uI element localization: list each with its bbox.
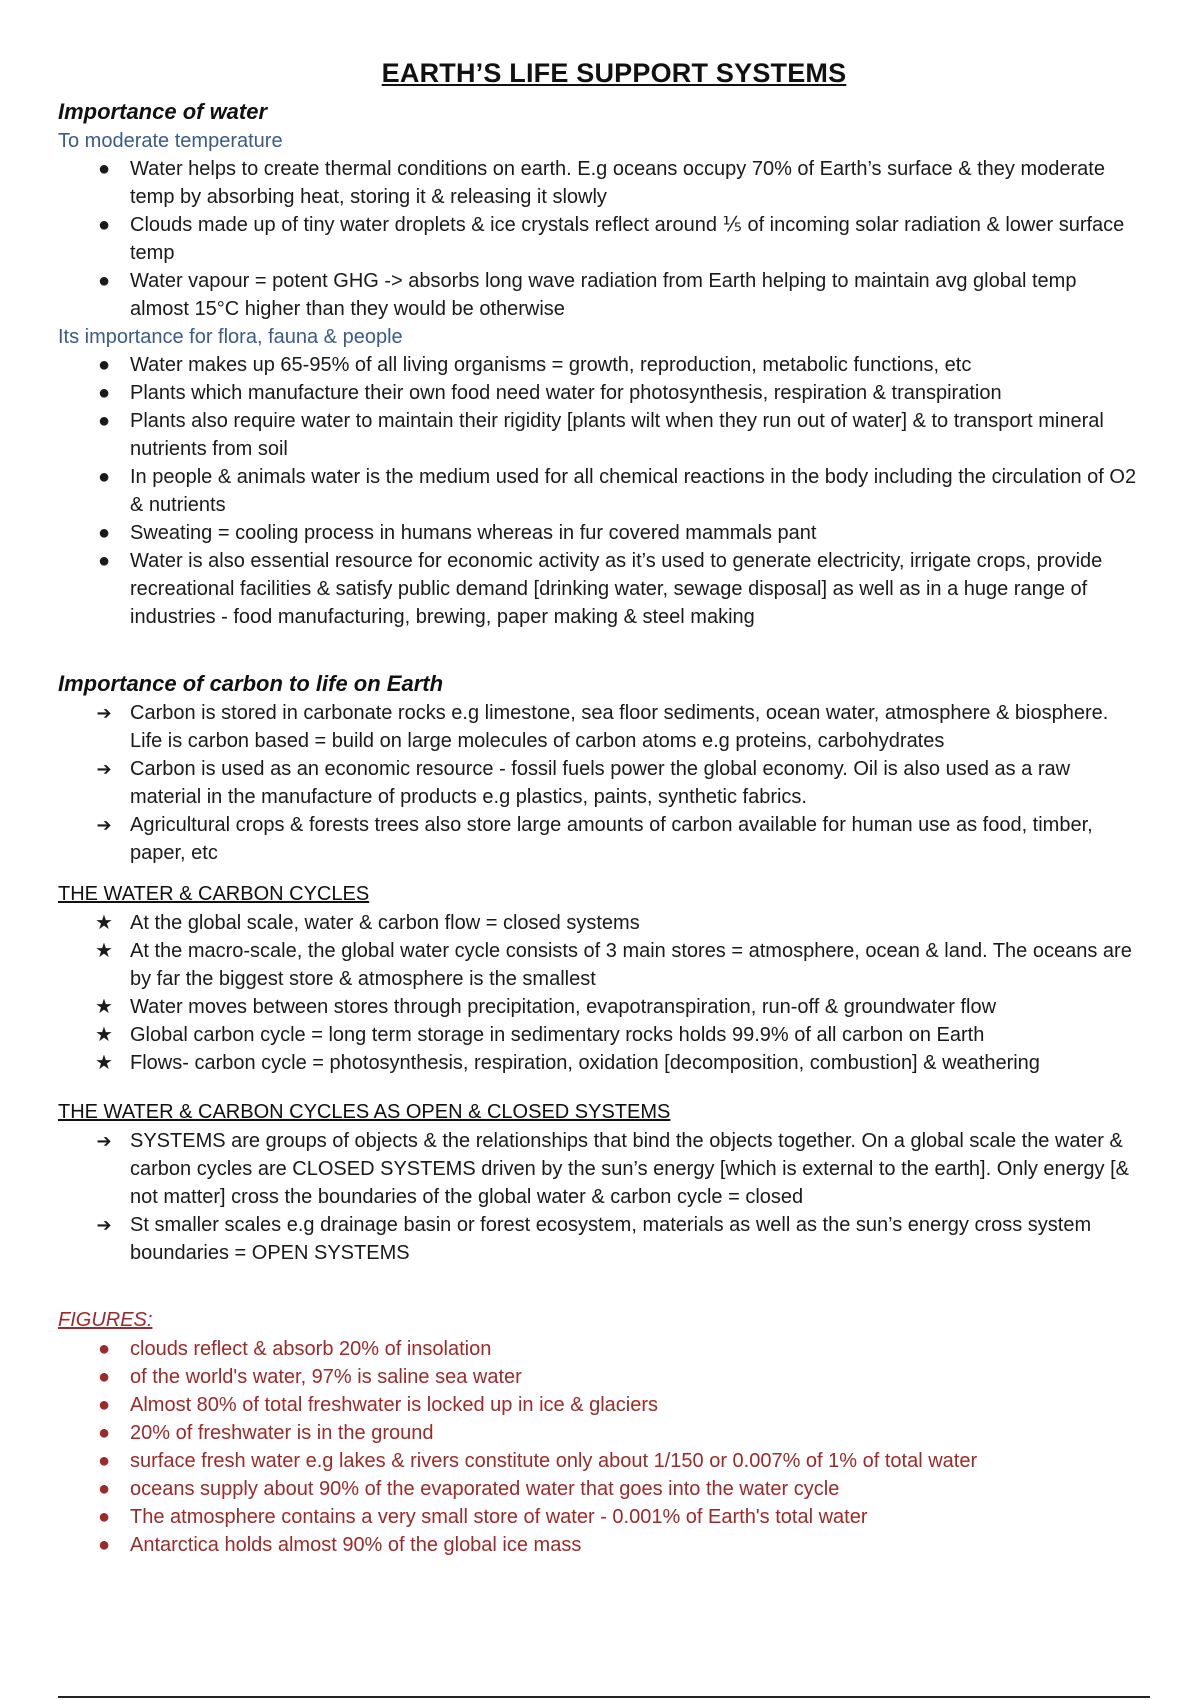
spacer [58, 631, 1150, 669]
list-item-text: In people & animals water is the medium used for all chemical reactions in the body including the circulation of O2 & nutrients [130, 466, 1137, 516]
list-item [58, 1021, 1150, 1049]
arrow-icon: ➔ [96, 1131, 112, 1151]
list-item [58, 1475, 1150, 1503]
list-item-text: Clouds made up of tiny water droplets & ice crystals reflect around ⅕ of incoming solar radiation & lower surface temp [130, 214, 1125, 264]
cycles-section [58, 879, 1150, 1077]
list-item-text: surface fresh water e.g lakes & rivers constitute only about 1/150 or 0.007% of 1% of total water [130, 1450, 978, 1472]
carbon-heading: Importance of carbon to life on Earth [58, 671, 444, 696]
star-icon: ★ [95, 940, 113, 962]
list-item-text: Antarctica holds almost 90% of the global ice mass [130, 1534, 582, 1556]
arrow-icon: ➔ [96, 759, 112, 779]
list-item [58, 519, 1150, 547]
list-item-text: Water is also essential resource for economic activity as it’s used to generate electricity, irrigate crops, provide recreational facilities & satisfy public demand [drinking water, sewage disposal] as well as in a huge range of industries - food manufacturing, brewing, paper making & steel making [130, 550, 1103, 628]
list-item-text: Water makes up 65-95% of all living organisms = growth, reproduction, metabolic functions, etc [130, 354, 972, 376]
list-item-text: St smaller scales e.g drainage basin or forest ecosystem, materials as well as the sun’s energy cross system boundaries = OPEN SYSTEMS [130, 1214, 1092, 1264]
bullet-icon: ● [97, 466, 111, 488]
list-item-text: Water vapour = potent GHG -> absorbs long wave radiation from Earth helping to maintain avg global temp almost 15°C higher than they would be otherwise [130, 270, 1077, 320]
list-item-text: Plants also require water to maintain their rigidity [plants wilt when they run out of water] & to transport mineral nutrients from soil [130, 410, 1104, 460]
spacer [58, 1267, 1150, 1305]
bullet-icon: ● [97, 1506, 111, 1528]
list-item [58, 1419, 1150, 1447]
list-item [58, 699, 1150, 755]
water-heading: Importance of water [58, 99, 268, 124]
list-item-text: Water helps to create thermal conditions on earth. E.g oceans occupy 70% of Earth’s surface & they moderate temp by absorbing heat, storing it & releasing it slowly [130, 158, 1105, 208]
list-item-text: Water moves between stores through precipitation, evapotranspiration, run-off & groundwater flow [130, 996, 997, 1018]
list-item-text: oceans supply about 90% of the evaporated water that goes into the water cycle [130, 1478, 840, 1500]
list-item [58, 267, 1150, 323]
star-icon: ★ [95, 1052, 113, 1074]
list-item [58, 1335, 1150, 1363]
star-icon: ★ [95, 1024, 113, 1046]
water-section [58, 97, 1150, 631]
bullet-icon: ● [97, 1478, 111, 1500]
bullet-icon: ● [97, 1450, 111, 1472]
arrow-icon: ➔ [96, 815, 112, 835]
bullet-icon: ● [97, 550, 111, 572]
bullet-icon: ● [97, 1338, 111, 1360]
carbon-list [58, 699, 1150, 867]
cycles-heading: THE WATER & CARBON CYCLES [58, 883, 370, 905]
temperature-subheading: To moderate temperature [58, 130, 283, 152]
list-item-text: At the global scale, water & carbon flow = closed systems [130, 912, 640, 934]
list-item [58, 811, 1150, 867]
bullet-icon: ● [97, 158, 111, 180]
arrow-icon: ➔ [96, 703, 112, 723]
list-item-text: Carbon is used as an economic resource - fossil fuels power the global economy. Oil is also used as a raw material in the manufacture of products e.g plastics, paints, synthetic fabrics. [130, 758, 1071, 808]
star-icon: ★ [95, 912, 113, 934]
list-item [58, 1531, 1150, 1559]
arrow-icon: ➔ [96, 1215, 112, 1235]
spacer [58, 867, 1150, 879]
cycles-list [58, 909, 1150, 1077]
footer-divider [58, 1696, 1150, 1698]
flora-fauna-subheading: Its importance for flora, fauna & people [58, 326, 403, 348]
list-item-text: Flows- carbon cycle = photosynthesis, respiration, oxidation [decomposition, combustion] & weathering [130, 1052, 1040, 1074]
systems-list [58, 1127, 1150, 1267]
list-item-text: Agricultural crops & forests trees also store large amounts of carbon available for human use as food, timber, paper, etc [130, 814, 1093, 864]
systems-heading: THE WATER & CARBON CYCLES AS OPEN & CLOSED SYSTEMS [58, 1101, 671, 1123]
list-item [58, 1503, 1150, 1531]
list-item [58, 155, 1150, 211]
list-item-text: Sweating = cooling process in humans whereas in fur covered mammals pant [130, 522, 817, 544]
list-item-text: Carbon is stored in carbonate rocks e.g limestone, sea floor sediments, ocean water, atmosphere & biosphere. Life is carbon based = build on large molecules of carbon atoms e.g proteins, carbohydrates [130, 702, 1109, 752]
list-item-text: 20% of freshwater is in the ground [130, 1422, 434, 1444]
list-item [58, 1391, 1150, 1419]
bullet-icon: ● [97, 1422, 111, 1444]
list-item [58, 1363, 1150, 1391]
figures-section [58, 1305, 1150, 1559]
list-item-text: of the world's water, 97% is saline sea water [130, 1366, 522, 1388]
list-item [58, 407, 1150, 463]
list-item-text: The atmosphere contains a very small store of water - 0.001% of Earth's total water [130, 1506, 868, 1528]
spacer [58, 1077, 1150, 1097]
list-item [58, 1049, 1150, 1077]
flora-fauna-list [58, 351, 1150, 631]
list-item [58, 937, 1150, 993]
list-item [58, 909, 1150, 937]
bullet-icon: ● [97, 410, 111, 432]
bullet-icon: ● [97, 382, 111, 404]
list-item-text: Global carbon cycle = long term storage in sedimentary rocks holds 99.9% of all carbon on Earth [130, 1024, 985, 1046]
list-item-text: clouds reflect & absorb 20% of insolation [130, 1338, 492, 1360]
list-item-text: At the macro-scale, the global water cycle consists of 3 main stores = atmosphere, ocean & land. The oceans are by far the biggest store & atmosphere is the smallest [130, 940, 1132, 990]
list-item [58, 1211, 1150, 1267]
figures-list [58, 1335, 1150, 1559]
list-item [58, 463, 1150, 519]
list-item [58, 547, 1150, 631]
list-item-text: Plants which manufacture their own food need water for photosynthesis, respiration & transpiration [130, 382, 1002, 404]
list-item [58, 379, 1150, 407]
figures-heading: FIGURES: [58, 1309, 153, 1331]
list-item-text: SYSTEMS are groups of objects & the relationships that bind the objects together. On a global scale the water & carbon cycles are CLOSED SYSTEMS driven by the sun’s energy [which is external to the earth]. Only energy [& not matter] cross the boundaries of the global water & carbon cycle = closed [130, 1130, 1129, 1208]
list-item [58, 211, 1150, 267]
systems-section [58, 1097, 1150, 1267]
bullet-icon: ● [97, 1366, 111, 1388]
temperature-list [58, 155, 1150, 323]
bullet-icon: ● [97, 270, 111, 292]
bullet-icon: ● [97, 522, 111, 544]
list-item [58, 351, 1150, 379]
list-item [58, 1447, 1150, 1475]
carbon-section [58, 669, 1150, 867]
list-item-text: Almost 80% of total freshwater is locked up in ice & glaciers [130, 1394, 659, 1416]
bullet-icon: ● [97, 354, 111, 376]
bullet-icon: ● [97, 1394, 111, 1416]
list-item [58, 755, 1150, 811]
bullet-icon: ● [97, 214, 111, 236]
page-title: EARTH’S LIFE SUPPORT SYSTEMS [381, 58, 847, 88]
bullet-icon: ● [97, 1534, 111, 1556]
list-item [58, 993, 1150, 1021]
star-icon: ★ [95, 996, 113, 1018]
list-item [58, 1127, 1150, 1211]
